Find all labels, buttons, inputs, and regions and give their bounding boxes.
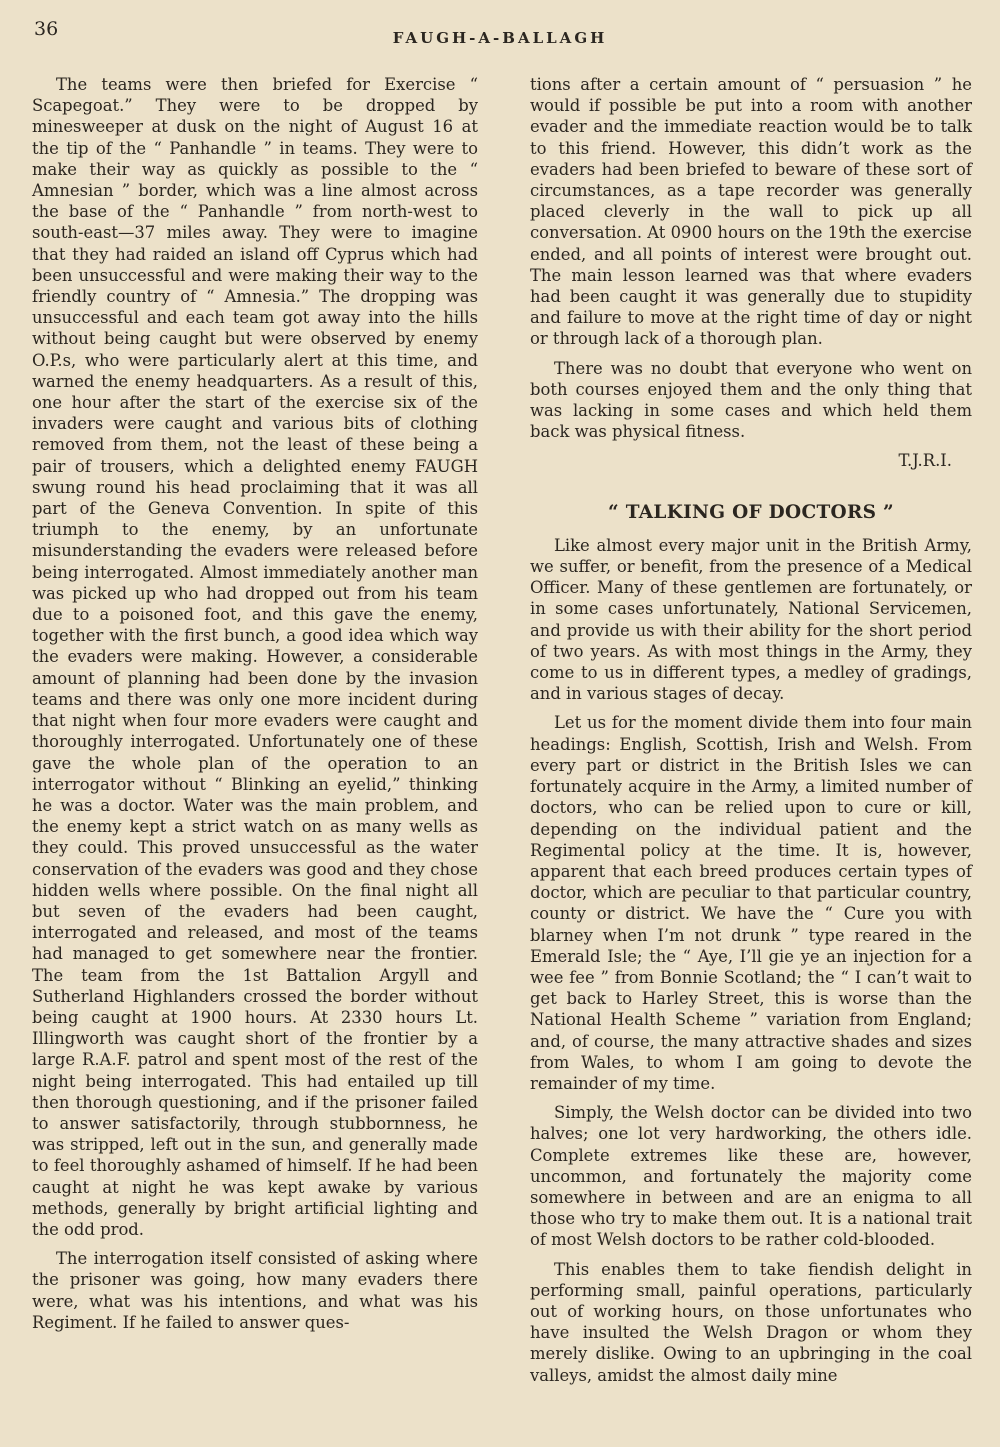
page-number: 36 (34, 18, 59, 40)
right-column (530, 74, 972, 1394)
paragraph-continuation: tions after a certain amount of “ persuasion ” he would if possible be put into a room with another evader and the immediate reaction would be to talk to this friend. However, this didn’t work as the evaders had been briefed to beware of these sort of circumstances, as a tape recorder was generally placed cleverly in the wall to pick up all conversation. At 0900 hours on the 19th the exercise ended, and all points of interest were brought out. The main lesson learned was that where evaders had been caught it was generally due to stupidity and failure to move at the right time of day or night or through lack of a thorough plan. (530, 75, 972, 349)
author-signature: T.J.R.I. (898, 451, 952, 471)
running-head: FAUGH-A-BALLAGH (392, 29, 608, 47)
paragraph: Like almost every major unit in the British Army, we suffer, or benefit, from the presence of a Medical Officer. Many of these gentlemen are fortunately, or in some cases unfortunately, National Servicemen, and provide us with their ability for the short period of two years. As with most things in the Army, they come to us in different types, a medley of gradings, and in various stages of decay. (530, 535, 972, 704)
left-column (32, 74, 478, 1341)
article-heading: “ TALKING OF DOCTORS ” (608, 501, 894, 523)
paragraph: Simply, the Welsh doctor can be divided into two halves; one lot very hardworking, the others idle. Complete extremes like these are, however, uncommon, and fortunately the majority come somewhere in between and are an enigma to all those who try to make them out. It is a national trait of most Welsh doctors to be rather cold-blooded. (530, 1103, 972, 1250)
paragraph: The teams were then briefed for Exercise “ Scapegoat.” They were to be dropped by minesweeper at dusk on the night of August 16 at the tip of the “ Panhandle ” in teams. They were to make their way as quickly as possible to the “ Amnesian ” border, which was a line almost across the base of the “ Panhandle ” from north-west to south-east—37 miles away. They were to imagine that they had raided an island off Cyprus which had been unsuccessful and were making their way to the friendly country of “ Amnesia.” The dropping was unsuccessful and each team got away into the hills without being caught but were observed by enemy O.P.s, who were particularly alert at this time, and warned the enemy headquarters. As a result of this, one hour after the start of the exercise six of the invaders were caught and various bits of clothing removed from them, not the least of these being a pair of trousers, which a delighted enemy FAUGH swung round his head proclaiming that it was all part of the Geneva Convention. In spite of this triumph to the enemy, by an unfortunate misunderstanding the evaders were released before being interrogated. Almost immediately another man was picked up who had dropped out from his team due to a poisoned foot, and this gave the enemy, together with the first bunch, a good idea which way the evaders were making. However, a considerable amount of planning had been done by the invasion teams and there was only one more incident during that night when four more evaders were caught and thoroughly interrogated. Unfortunately one of these gave the whole plan of the operation to an interrogator without “ Blinking an eyelid,” thinking he was a doctor. Water was the main problem, and the enemy kept a strict watch on as many wells as they could. This proved unsuccessful as the water conservation of the evaders was good and they chose hidden wells where possible. On the final night all but seven of the evaders had been caught, interrogated and released, and most of the teams had managed to get somewhere near the frontier. The team from the 1st Battalion Argyll and Sutherland Highlanders crossed the border without being caught at 1900 hours. At 2330 hours Lt. Illingworth was caught short of the frontier by a large R.A.F. patrol and spent most of the rest of the night being interrogated. This had entailed up till then thorough questioning, and if the prisoner failed to answer satisfactorily, through stubbornness, he was stripped, left out in the sun, and generally made to feel thoroughly ashamed of himself. If he had been caught at night he was kept awake by various methods, generally by bright artificial lighting and the odd prod. (32, 75, 478, 1239)
paragraph: The interrogation itself consisted of asking where the prisoner was going, how many evaders there were, what was his intentions, and what was his Regiment. If he failed to answer ques- (32, 1249, 478, 1332)
paragraph: This enables them to take fiendish delight in performing small, painful operations, particularly out of working hours, on those unfortunates who have insulted the Welsh Dragon or whom they merely dislike. Owing to an upbringing in the coal valleys, amidst the almost daily mine (530, 1259, 972, 1385)
paragraph: There was no doubt that everyone who went on both courses enjoyed them and the only thing that was lacking in some cases and which held them back was physical fitness. (530, 358, 972, 442)
paragraph: Let us for the moment divide them into four main headings: English, Scottish, Irish and Welsh. From every part or district in the British Isles we can fortunately acquire in the Army, a limited number of doctors, who can be relied upon to cure or kill, depending on the individual patient and the Regimental policy at the time. It is, however, apparent that each breed produces certain types of doctor, which are peculiar to that particular country, county or district. We have the “ Cure you with blarney when I’m not drunk ” type reared in the Emerald Isle; the “ Aye, I’ll gie ye an injection for a wee fee ” from Bonnie Scotland; the “ I can’t wait to get back to Harley Street, this is worse than the National Health Scheme ” variation from England; and, of course, the many attractive shades and sizes from Wales, to whom I am going to devote the remainder of my time. (530, 713, 972, 1093)
